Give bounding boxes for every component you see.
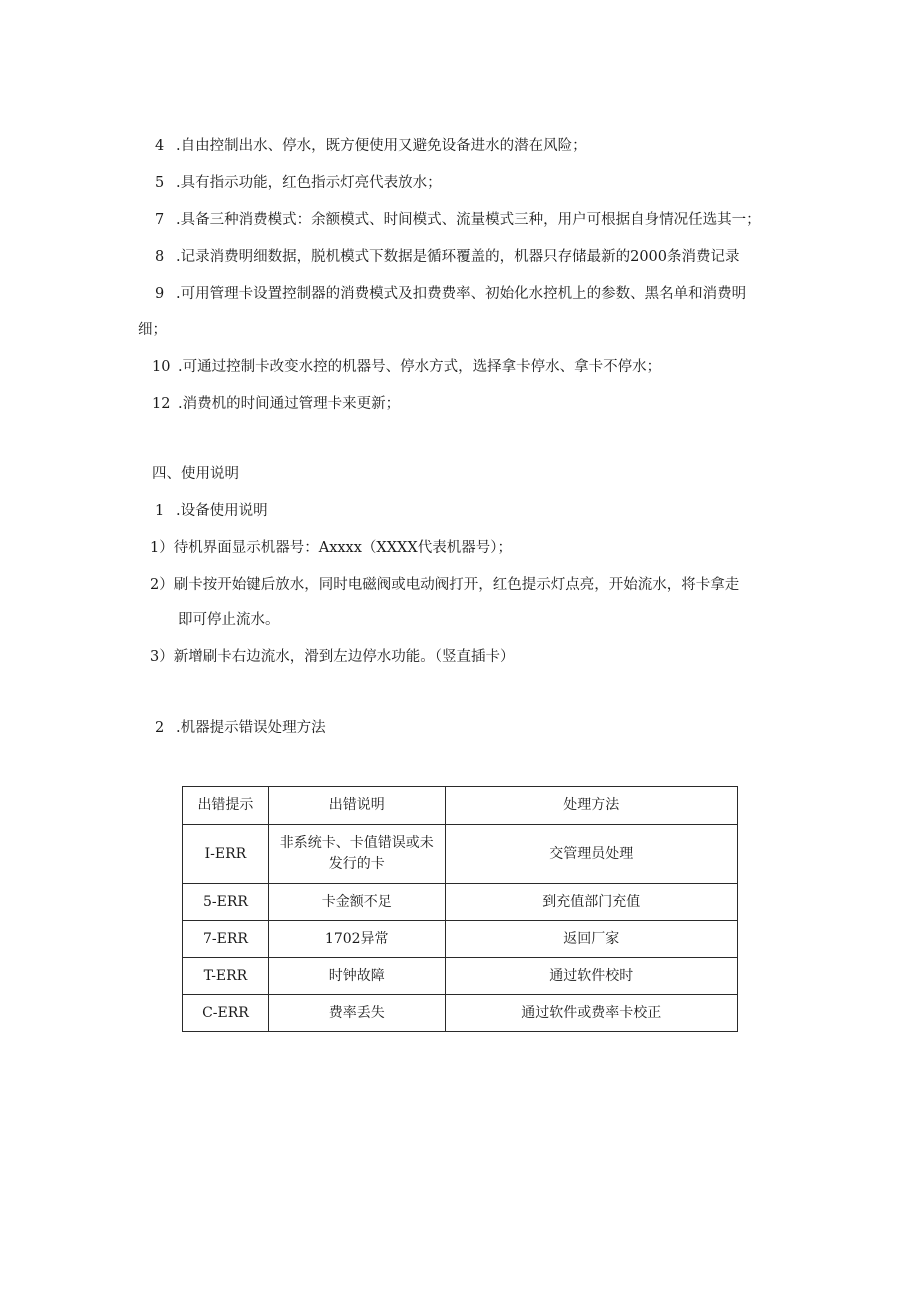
item-text: 细； — [138, 322, 167, 338]
error-description: 时钟故障 — [268, 958, 445, 995]
item-text: .设备使用说明 — [176, 503, 268, 519]
column-header-code: 出错提示 — [183, 787, 269, 825]
item-number: 12 — [152, 396, 171, 412]
item-text: .具备三种消费模式：余额模式、时间模式、流量模式三种，用户可根据自身情况任选其一； — [176, 212, 761, 228]
item-number: 1 — [155, 503, 165, 519]
error-action: 交管理员处理 — [445, 825, 737, 884]
item-text: .自由控制出水、停水，既方便使用又避免设备进水的潜在风险； — [176, 138, 587, 154]
table-row — [183, 921, 738, 958]
item-text: .消费机的时间通过管理卡来更新； — [178, 396, 401, 412]
item-number: 9 — [155, 286, 165, 302]
error-table — [182, 786, 738, 1032]
list-item — [155, 247, 740, 267]
list-item — [152, 394, 400, 414]
list-item — [155, 136, 587, 156]
list-item — [155, 210, 761, 230]
list-item-continuation — [138, 320, 167, 340]
table-row — [183, 958, 738, 995]
error-description — [268, 825, 445, 884]
table-row — [183, 884, 738, 921]
instruction-item: 3）新增刷卡右边流水，滑到左边停水功能。（竖直插卡） — [150, 649, 515, 665]
error-action: 到充值部门充值 — [445, 884, 737, 921]
error-action: 返回厂家 — [445, 921, 737, 958]
sub-heading — [155, 718, 326, 738]
item-number: 8 — [155, 249, 165, 265]
table-row — [183, 825, 738, 884]
error-action: 通过软件校时 — [445, 958, 737, 995]
item-number: 4 — [155, 138, 165, 154]
description-line: 非系统卡、卡值错误或未 — [279, 835, 434, 851]
item-text: .可用管理卡设置控制器的消费模式及扣费费率、初始化水控机上的参数、黑名单和消费明 — [176, 286, 747, 302]
error-code: T-ERR — [183, 958, 269, 995]
item-number: 2 — [155, 720, 165, 736]
item-text: .具有指示功能，红色指示灯亮代表放水； — [176, 175, 442, 191]
item-number: 7 — [155, 212, 165, 228]
item-text: .可通过控制卡改变水控的机器号、停水方式，选择拿卡停水、拿卡不停水； — [178, 359, 662, 375]
list-item — [155, 173, 442, 193]
error-code: 7-ERR — [183, 921, 269, 958]
instruction-item: 2）刷卡按开始键后放水，同时电磁阀或电动阀打开，红色提示灯点亮，开始流水，将卡拿走 — [150, 577, 740, 593]
description-line: 发行的卡 — [328, 856, 385, 872]
instruction-item: 1）待机界面显示机器号：Axxxx（XXXX代表机器号）； — [150, 540, 512, 556]
item-number: 10 — [152, 359, 171, 375]
error-description: 卡金额不足 — [268, 884, 445, 921]
error-code: C-ERR — [183, 995, 269, 1032]
item-text: .记录消费明细数据，脱机模式下数据是循环覆盖的，机器只存储最新的2000条消费记录 — [176, 249, 740, 265]
table-row — [183, 995, 738, 1032]
error-code: 5-ERR — [183, 884, 269, 921]
error-code: I-ERR — [183, 825, 269, 884]
section-heading: 四、使用说明 — [152, 466, 239, 482]
instruction-item-continuation: 即可停止流水。 — [178, 612, 280, 628]
item-number: 5 — [155, 175, 165, 191]
error-description: 费率丢失 — [268, 995, 445, 1032]
list-item — [155, 284, 746, 304]
sub-heading — [155, 501, 268, 521]
error-description: 1702异常 — [268, 921, 445, 958]
column-header-description: 出错说明 — [268, 787, 445, 825]
list-item — [152, 357, 661, 377]
table-header-row — [183, 787, 738, 825]
item-text: .机器提示错误处理方法 — [176, 720, 326, 736]
error-action: 通过软件或费率卡校正 — [445, 995, 737, 1032]
column-header-action: 处理方法 — [445, 787, 737, 825]
